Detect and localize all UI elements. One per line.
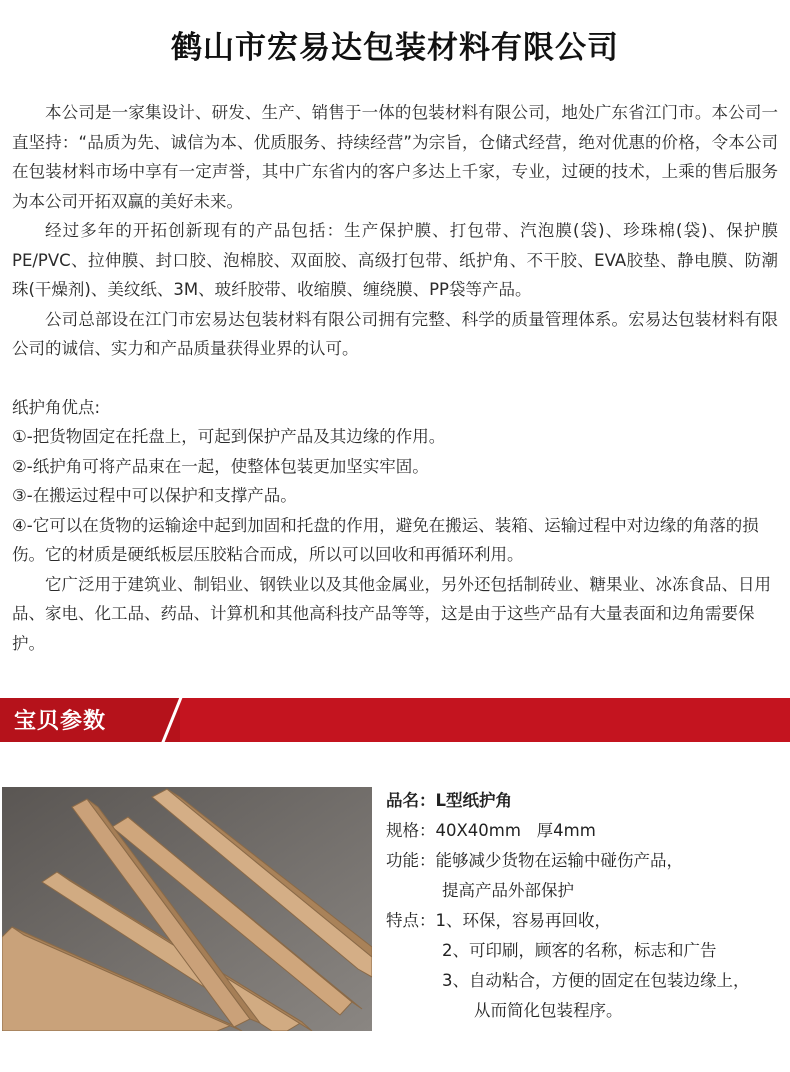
usage-paragraph: 它广泛用于建筑业、制铝业、钢铁业以及其他金属业，另外还包括制砖业、糖果业、冰冻食品、日用品、家电、化工品、药品、计算机和其他高科技产品等等，这是由于这些产品有大量表面和边角需要保护。 [12,574,771,653]
spec-panel [386,786,786,1026]
spec-feat-3: 3、自动粘合，方便的固定在包装边缘上， [442,971,750,990]
edge-protector-illustration [2,787,372,1031]
intro-paragraph-3: 公司总部设在江门市宏易达包装材料有限公司拥有完整、科学的质量管理体系。宏易达包装材料有限公司的诚信、实力和产品质量获得业界的认可。 [12,309,778,358]
spec-feat-2: 2、可印刷，顾客的名称，标志和广告 [442,941,717,960]
advantage-item-4: ④-它可以在货物的运输途中起到加固和托盘的作用，避免在搬运、装箱、运输过程中对边缘的角落的损伤。它的材质是硬纸板层压胶粘合而成，所以可以回收和再循环利用。 [12,515,759,564]
advantage-item-1: ①-把货物固定在托盘上，可起到保护产品及其边缘的作用。 [12,427,446,446]
intro-paragraph-2: 经过多年的开拓创新现有的产品包括：生产保护膜、打包带、汽泡膜(袋)、珍珠棉(袋)、保护膜PE/PVC、拉伸膜、封口胶、泡棉胶、双面胶、高级打包带、纸护角、不干胶、EVA胶垫、静电膜、防潮珠(干燥剂)、美纹纸、3M、玻纤胶带、收缩膜、缠绕膜、PP袋等产品。 [12,221,778,299]
spec-feat-4: 从而简化包装程序。 [474,1001,623,1020]
section-banner [0,698,790,742]
spec-feat-1: 1、环保，容易再回收， [435,911,611,930]
company-title: 鹤山市宏易达包装材料有限公司 [171,30,619,66]
spec-func-row [386,846,786,876]
spec-name-label: 品名： [386,791,436,810]
spec-size-value: 40X40mm 厚4mm [435,821,596,840]
intro-section [12,98,778,658]
spec-name-value: L型纸护角 [435,791,513,810]
spec-func-value-2: 提高产品外部保护 [442,881,574,900]
spec-size-row [386,816,786,846]
product-photo [2,787,372,1031]
spec-size-label: 规格： [386,821,436,840]
spec-feat-label: 特点： [386,911,436,930]
advantage-item-3: ③-在搬运过程中可以保护和支撑产品。 [12,486,297,505]
spec-name-row [386,786,786,816]
banner-accent [180,698,790,742]
advantage-item-2: ②-纸护角可将产品束在一起，使整体包装更加坚实牢固。 [12,456,429,476]
intro-paragraph-1: 本公司是一家集设计、研发、生产、销售于一体的包装材料有限公司，地处广东省江门市。本公司一直坚持：“品质为先、诚信为本、优质服务、持续经营”为宗旨，仓储式经营，绝对优惠的价格，令本公司在包装材料市场中享有一定声誉，其中广东省内的客户多达上千家，专业，过硬的技术，上乘的售后服务为本公司开拓双赢的美好未来。 [12,103,778,211]
spec-func-value-1: 能够减少货物在运输中碰伤产品， [435,851,683,870]
spec-func-label: 功能： [386,851,436,870]
advantages-section [12,393,778,659]
banner-label: 宝贝参数 [14,709,107,734]
spec-feat-row [386,906,786,936]
advantages-heading: 纸护角优点: [12,397,101,417]
